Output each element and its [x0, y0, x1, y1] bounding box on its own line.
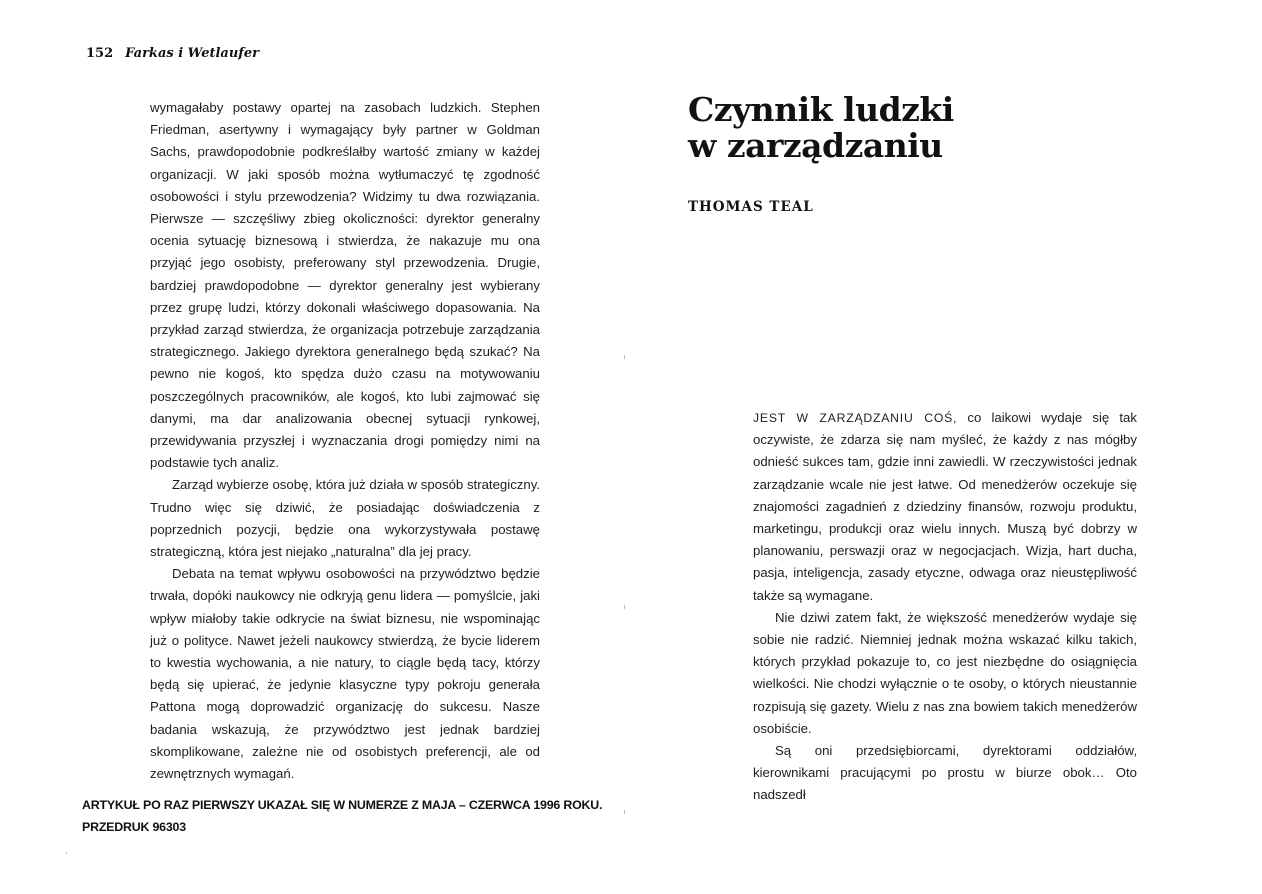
publication-note [82, 794, 602, 838]
left-paragraph-1: wymagałaby postawy opartej na zasobach ludzkich. Stephen Friedman, asertywny i wymagający były partner w Goldman Sachs, prawdopodobnie podkreślałby wartość zmiany w każdej organizacji. W jaki sposób można wytłumaczyć tę zgodność osobowości i stylu przewodzenia? Widzimy tu dwa rozwiązania. Pierwsze — szczęśliwy zbieg okoliczności: dyrektor generalny ocenia sytuację biznesową i stwierdza, że nakazuje mu ona przyjąć jego osobisty, preferowany styl przewodzenia. Drugie, bardziej prawdopodobne — dyrektor generalny jest wybierany przez grupę ludzi, którzy dokonali właściwego dopasowania. Na przykład zarząd stwierdza, że organizacja potrzebuje zarządzania strategicznego. Jakiego dyrektora generalnego będą szukać? Na pewno nie kogoś, kto spędza dużo czasu na motywowaniu poszczególnych pracowników, ale kogoś, kto lubi zajmować się danymi, ma dar analizowania obecnej sytuacji rynkowej, przewidywania przyszłej i wyznaczania drogi pomiędzy nimi na podstawie tych analiz. [150, 100, 540, 471]
article-author: THOMAS TEAL [688, 199, 814, 215]
running-head [86, 46, 259, 61]
right-paragraph-2: Nie dziwi zatem fakt, że większość menedżerów wydaje się sobie nie radzić. Niemniej jednak można wskazać kilku takich, których przykład pokazuje to, co jest niezbędne do osiągnięcia wielkości. Nie chodzi wyłącznie o te osoby, o których nieustannie rozpisują się gazety. Wielu z nas zna bowiem takich menedżerów osobiście. [753, 609, 1137, 736]
page-number: 152 [86, 46, 114, 61]
left-paragraph-3: Debata na temat wpływu osobowości na przywództwo będzie trwała, dopóki naukowcy nie odkryją genu lidera — pomyślcie, jaki wpływ miałoby takie odkrycie na świat biznesu, nie wspominając już o polityce. Nawet jeżeli naukowcy stwierdzą, że bycie liderem to kwestia wychowania, a nie natury, to ciągle będą tacy, którzy będą się upierać, że jedynie klasyczne typy pokroju generała Pattona mogą doprowadzić organizację do sukcesu. Nasze badania wskazują, że przywództwo jest jednak bardziej skomplikowane, zależne nie od osobistych preferencji, ale od zewnętrznych wymagań. [150, 566, 540, 782]
scan-speck [624, 355, 625, 359]
left-paragraph-2: Zarząd wybierze osobę, która już działa w sposób strategiczny. Trudno więc się dziwić, że posiadając doświadczenia z poprzednich pozycji, będzie ona wykorzystywała postawę strategiczną, która jest niejako „naturalna” dla jej pracy. [150, 477, 540, 560]
article-title [688, 92, 954, 164]
right-page-body [753, 407, 1137, 807]
lead-in-smallcaps: JEST W ZARZĄDZANIU COŚ, [753, 411, 958, 425]
scan-speck [66, 852, 67, 854]
left-page-body [150, 97, 540, 785]
scan-speck [624, 810, 625, 814]
right-paragraph-1 [753, 407, 1137, 607]
publication-note-line-2: PRZEDRUK 96303 [82, 820, 186, 834]
right-paragraph-1-text: co laikowi wydaje się tak oczywiste, że zdarza się nam myśleć, że każdy z nas mógłby odnieść sukces tam, gdzie inni zawiedli. W rzeczywistości jednak zarządzanie wcale nie jest łatwe. Od menedżerów oczekuje się znajomości zagadnień z dziedziny finansów, rozwoju produktu, marketingu, produkcji oraz wielu innych. Muszą być dobrzy w planowaniu, perswazji oraz w negocjacjach. Wizja, hart ducha, pasja, inteligencja, zasady etyczne, odwaga oraz nieustępliwość także są wymagane. [753, 410, 1137, 603]
running-head-authors: Farkas i Wetlaufer [125, 46, 260, 61]
right-paragraph-3: Są oni przedsiębiorcami, dyrektorami oddziałów, kierownikami pracującymi po prostu w biurze obok… Oto nadszedł [753, 743, 1137, 803]
article-title-line-1: Czynnik ludzki [688, 90, 954, 129]
publication-note-line-1: ARTYKUŁ PO RAZ PIERWSZY UKAZAŁ SIĘ W NUMERZE Z MAJA – CZERWCA 1996 ROKU. [82, 798, 603, 812]
scan-speck [624, 605, 625, 609]
article-title-line-2: w zarządzaniu [688, 126, 943, 165]
